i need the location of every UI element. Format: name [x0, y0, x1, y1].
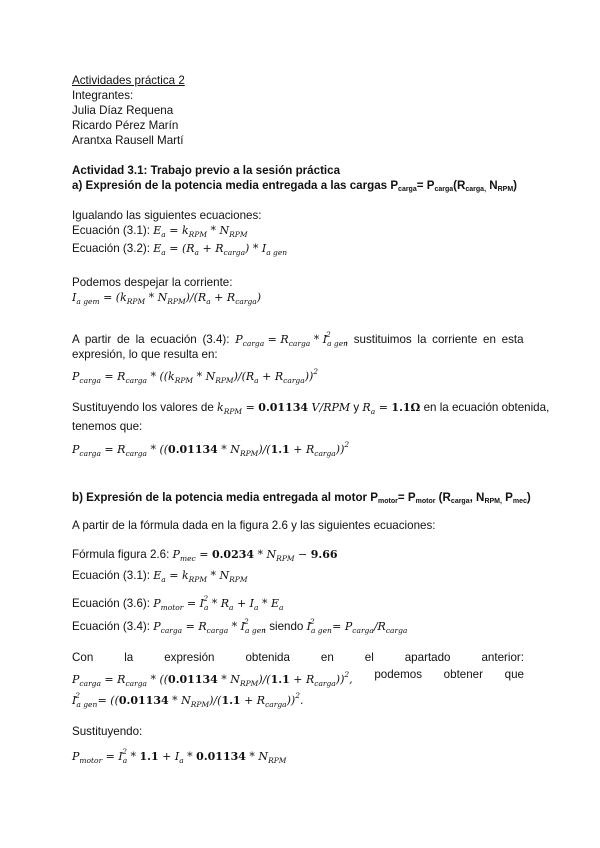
equation-3-1-b: Ecuación (3.1): $E_a = k_{RPM} * N_{RPM}$ [72, 569, 248, 584]
figure-2-6-formula: Fórmula figura 2.6: $P_{mec} = 0.0234 * N_{RPM} - 9.66$ [72, 548, 338, 563]
part-a-heading: a) Expresión de la potencia media entregada a las cargas Pcarga= Pcarga(Rcarga, NRPM) [72, 179, 518, 193]
equation-3-1: Ecuación (3.1): $E_a = k_{RPM} * N_{RPM}$ [72, 224, 248, 239]
pcarga-expression-2: $P_{carga} = R_{carga} * ((0.01134 * N_{RPM})/(1.1 + R_{carga}))^2$ [72, 440, 350, 458]
substitution-line: Sustituyendo los valores de $k_{RPM} = 0.01134$ V/RPM y $R_a = 1.1\Omega$ en la ecuación obtenida, [72, 401, 550, 416]
part-b-heading: b) Expresión de la potencia media entregada al motor Pmotor= Pmotor (Rcarga, NRPM, Pmec) [72, 491, 531, 505]
current-expression: $I_{a gem} = (k_{RPM} * N_{RPM})/(R_a + R_{carga})$ [72, 291, 262, 306]
substitution-label: Sustituyendo: [72, 725, 143, 738]
p34-intro-line-2: expresión, lo que resulta en: [72, 348, 218, 361]
previous-expression-line: Con la expresión obtenida en el apartado anterior: [72, 651, 524, 664]
member-name: Julia Díaz Requena [72, 104, 174, 117]
members-label: Integrantes: [72, 89, 134, 102]
activity-heading: Actividad 3.1: Trabajo previo a la sesión práctica [72, 164, 341, 177]
equation-3-6: Ecuación (3.6): $P_{motor} = I_a^2 * R_a + I_a * E_a$ [72, 594, 284, 612]
document-title: Actividades práctica 2 [72, 74, 185, 87]
clear-current-text: Podemos despejar la corriente: [72, 276, 233, 289]
iagen-expression: $I_{a gen}^2 = ((0.01134 * N_{RPM})/(1.1 + R_{carga}))^2$. [72, 691, 304, 709]
part-b-intro: A partir de la fórmula dada en la figura 2.6 y las siguientes ecuaciones: [72, 519, 436, 532]
member-name: Arantxa Rausell Martí [72, 134, 184, 147]
substitution-line-2: tenemos que: [72, 420, 143, 433]
pcarga-expression-1: $P_{carga} = R_{carga} * ((k_{RPM} * N_{RPM})/(R_a + R_{carga}))^2$ [72, 367, 319, 385]
p34-intro-line: A partir de la ecuación (3.4): $P_{carga} = R_{carga} * I_{a gen}^2$ , sustituimos la corriente en esta [72, 330, 524, 348]
podemos-line: $P_{carga} = R_{carga} * ((0.01134 * N_{RPM})/(1.1 + R_{carga}))^2$, podemos obtener que [72, 668, 524, 688]
part-a-intro: Igualando las siguientes ecuaciones: [72, 209, 262, 222]
equation-3-2: Ecuación (3.2): $E_a = (R_a + R_{carga}) * I_{a gen}$ [72, 242, 288, 257]
equation-3-4: Ecuación (3.4): $P_{carga} = R_{carga} * I_{a gen}^2$ , siendo $I_{a gen}^2 = P_{carga}/R_{carga}$ [72, 617, 408, 635]
member-name: Ricardo Pérez Marín [72, 119, 179, 132]
pmotor-expression: $P_{motor} = I_a^2 * 1.1 + I_a * 0.01134 * N_{RPM}$ [72, 747, 287, 765]
